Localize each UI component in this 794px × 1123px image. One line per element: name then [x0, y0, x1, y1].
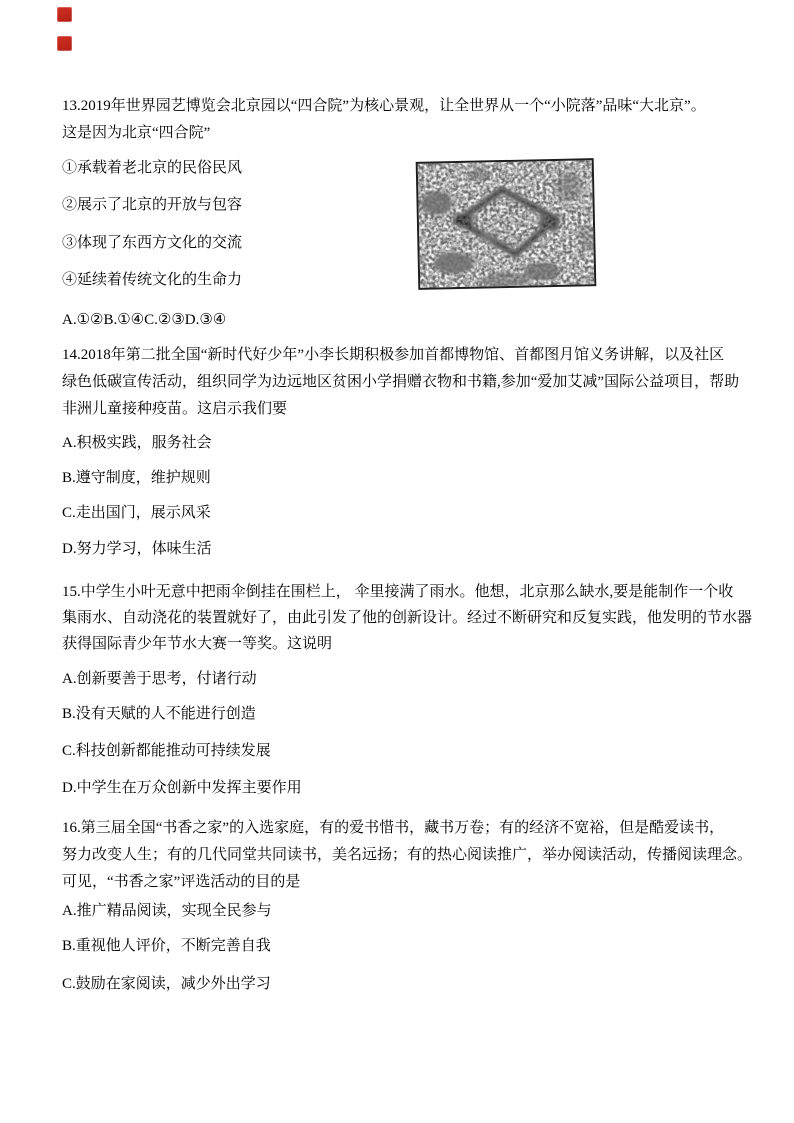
courtyard-aerial-photo [416, 158, 597, 290]
question-14-option-c: C.走出国门，展示风采 [62, 505, 211, 521]
question-13-item-3: ③体现了东西方文化的交流 [62, 235, 243, 251]
question-15-option-b: B.没有天赋的人不能进行创造 [62, 706, 256, 722]
question-14-stem-line-2: 绿色低碳宣传活动，组织同学为边远地区贫困小学捐赠衣物和书籍,参加“爱加艾减”国际公益项目，帮助 [62, 374, 740, 390]
question-14-option-b: B.遵守制度，维护规则 [62, 470, 211, 486]
question-16-stem [62, 815, 752, 896]
question-13-stem-line-2: 这是因为北京“四合院” [62, 125, 211, 141]
question-13-stem [62, 93, 752, 147]
question-15-stem [62, 579, 752, 657]
question-14-option-a: A.积极实践，服务社会 [62, 435, 212, 451]
question-13-item-1: ①承载着老北京的民俗民风 [62, 160, 243, 176]
question-15-stem-line-2: 集雨水、自动浇花的装置就好了，由此引发了他的创新设计。经过不断研究和反复实践，他发明的节水器 [62, 610, 753, 626]
question-13-item-2: ②展示了北京的开放与包容 [62, 197, 243, 213]
question-16-stem-line-2: 努力改变人生；有的几代同堂共同读书，美名远扬；有的热心阅读推广，举办阅读活动，传播阅读理念。 [62, 847, 753, 863]
question-14-stem-line-1: 14.2018年第二批全国“新时代好少年”小李长期积极参加首都博物馆、首都图月馆义务讲解，以及社区 [62, 347, 725, 363]
question-14-option-d: D.努力学习，体味生活 [62, 541, 212, 557]
question-16-stem-line-3: 可见，“书香之家”评选活动的目的是 [62, 874, 301, 890]
question-14-stem [62, 342, 752, 423]
question-15-stem-line-1: 15.中学生小叶无意中把雨伞倒挂在围栏上， 伞里接满了雨水。他想，北京那么缺水,要是能制作一个收 [62, 584, 734, 600]
question-16-option-a: A.推广精品阅读，实现全民参与 [62, 903, 272, 919]
question-15-option-c: C.科技创新都能推动可持续发展 [62, 743, 271, 759]
courtyard-photo-graphic [418, 160, 595, 288]
question-13-answer-choices: A.①②B.①④C.②③D.③④ [62, 312, 227, 328]
question-13-stem-line-1: 13.2019年世界园艺博览会北京园以“四合院”为核心景观，让全世界从一个“小院落”品味“大北京”。 [62, 98, 706, 114]
question-16-option-b: B.重视他人评价，不断完善自我 [62, 938, 271, 954]
question-15-option-d: D.中学生在万众创新中发挥主要作用 [62, 780, 302, 796]
question-16-stem-line-1: 16.第三届全国“书香之家”的入选家庭，有的爱书惜书，藏书万卷；有的经济不宽裕，但是酷爱读书， [62, 820, 725, 836]
red-stamp-mark-1 [57, 7, 72, 22]
question-15-stem-line-3: 获得国际青少年节水大赛一等奖。这说明 [62, 636, 333, 652]
question-16-option-c: C.鼓励在家阅读，减少外出学习 [62, 976, 271, 992]
question-14-stem-line-3: 非洲儿童接种疫苗。这启示我们要 [62, 401, 288, 417]
question-13-item-4: ④延续着传统文化的生命力 [62, 272, 243, 288]
question-15-option-a: A.创新要善于思考，付诸行动 [62, 671, 257, 687]
red-stamp-mark-2 [57, 36, 72, 51]
